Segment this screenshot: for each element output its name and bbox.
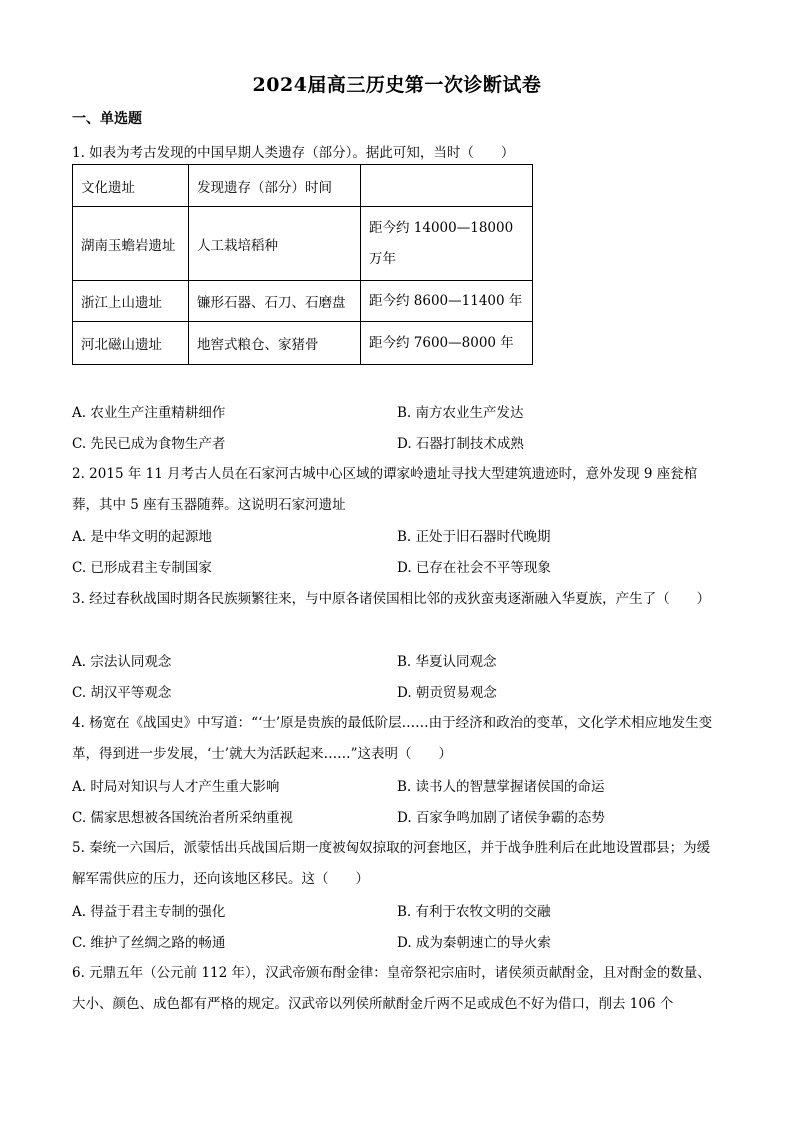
question-1-option-a: A. 农业生产注重精耕细作 bbox=[72, 405, 226, 421]
table-cell: 镰形石器、石刀、石磨盘 bbox=[189, 281, 361, 322]
table-cell: 距今约 14000—18000 万年 bbox=[361, 207, 533, 281]
question-1-option-b: B. 南方农业生产发达 bbox=[397, 405, 524, 421]
question-1-option-d: D. 石器打制技术成熟 bbox=[397, 436, 524, 452]
question-5-option-c: C. 维护了丝绸之路的畅通 bbox=[72, 935, 226, 951]
table-header-row bbox=[73, 165, 533, 207]
question-4-option-a: A. 时局对知识与人才产生重大影响 bbox=[72, 779, 280, 795]
table-header-cell: 发现遗存（部分）时间 bbox=[189, 165, 361, 207]
table-cell: 地窖式粮仓、家猪骨 bbox=[189, 322, 361, 365]
table-row bbox=[73, 281, 533, 322]
table-cell: 人工栽培稻种 bbox=[189, 207, 361, 281]
question-3-option-d: D. 朝贡贸易观念 bbox=[397, 685, 497, 701]
question-1-stem: 1. 如表为考古发现的中国早期人类遗存（部分）。据此可知，当时（ ） bbox=[72, 145, 515, 161]
table-cell: 浙江上山遗址 bbox=[73, 281, 189, 322]
table-header-cell bbox=[361, 165, 533, 207]
table-header-cell: 文化遗址 bbox=[73, 165, 189, 207]
question-2-option-a: A. 是中华文明的起源地 bbox=[72, 529, 212, 545]
table-cell: 湖南玉蟾岩遗址 bbox=[73, 207, 189, 281]
question-4-option-c: C. 儒家思想被各国统治者所采纳重视 bbox=[72, 810, 293, 826]
question-6-stem: 6. 元鼎五年（公元前 112 年），汉武帝颁布酎金律：皇帝祭祀宗庙时，诸侯须贡献酎金，且对酎金的数量、大小、颜色、成色都有严格的规定。汉武帝以列侯所献酎金斤两不足或成色不好为借口，削去 106 个 bbox=[72, 965, 711, 1012]
question-3-stem: 3. 经过春秋战国时期各民族频繁往来，与中原各诸侯国相比邻的戎狄蛮夷逐渐融入华夏族，产生了（ ） bbox=[72, 591, 711, 607]
table-row bbox=[73, 322, 533, 365]
question-2-option-b: B. 正处于旧石器时代晚期 bbox=[397, 529, 551, 545]
question-5-option-b: B. 有利于农牧文明的交融 bbox=[397, 904, 551, 920]
table-cell: 河北磁山遗址 bbox=[73, 322, 189, 365]
question-2-option-c: C. 已形成君主专制国家 bbox=[72, 560, 212, 576]
question-2-stem: 2. 2015 年 11 月考古人员在石家河古城中心区域的谭家岭遗址寻找大型建筑遗迹时，意外发现 9 座瓮棺葬，其中 5 座有玉器随葬。这说明石家河遗址 bbox=[72, 466, 698, 513]
question-2-option-d: D. 已存在社会不平等现象 bbox=[397, 560, 551, 576]
question-4-option-d: D. 百家争鸣加剧了诸侯争霸的态势 bbox=[397, 810, 605, 826]
question-4-stem: 4. 杨宽在《战国史》中写道：“‘士’原是贵族的最低阶层……由于经济和政治的变革，文化学术相应地发生变革，得到进一步发展，‘士’就大为活跃起来……”这表明（ ） bbox=[72, 715, 713, 762]
table-cell: 距今约 8600—11400 年 bbox=[361, 281, 533, 322]
question-3-option-b: B. 华夏认同观念 bbox=[397, 654, 497, 670]
table-row bbox=[73, 207, 533, 281]
question-3-option-c: C. 胡汉平等观念 bbox=[72, 685, 172, 701]
exam-title: 2024届高三历史第一次诊断试卷 bbox=[252, 74, 542, 96]
question-4-option-b: B. 读书人的智慧掌握诸侯国的命运 bbox=[397, 779, 605, 795]
table-cell: 距今约 7600—8000 年 bbox=[361, 322, 533, 365]
question-3-option-a: A. 宗法认同观念 bbox=[72, 654, 172, 670]
question-1-option-c: C. 先民已成为食物生产者 bbox=[72, 436, 226, 452]
question-5-option-d: D. 成为秦朝速亡的导火索 bbox=[397, 935, 551, 951]
section-heading: 一、单选题 bbox=[72, 111, 142, 127]
question-5-stem: 5. 秦统一六国后，派蒙恬出兵战国后期一度被匈奴掠取的河套地区，并于战争胜利后在此地设置郡县；为缓解军需供应的压力，还向该地区移民。这（ ） bbox=[72, 840, 711, 887]
relics-table bbox=[72, 164, 533, 365]
question-5-option-a: A. 得益于君主专制的强化 bbox=[72, 904, 226, 920]
